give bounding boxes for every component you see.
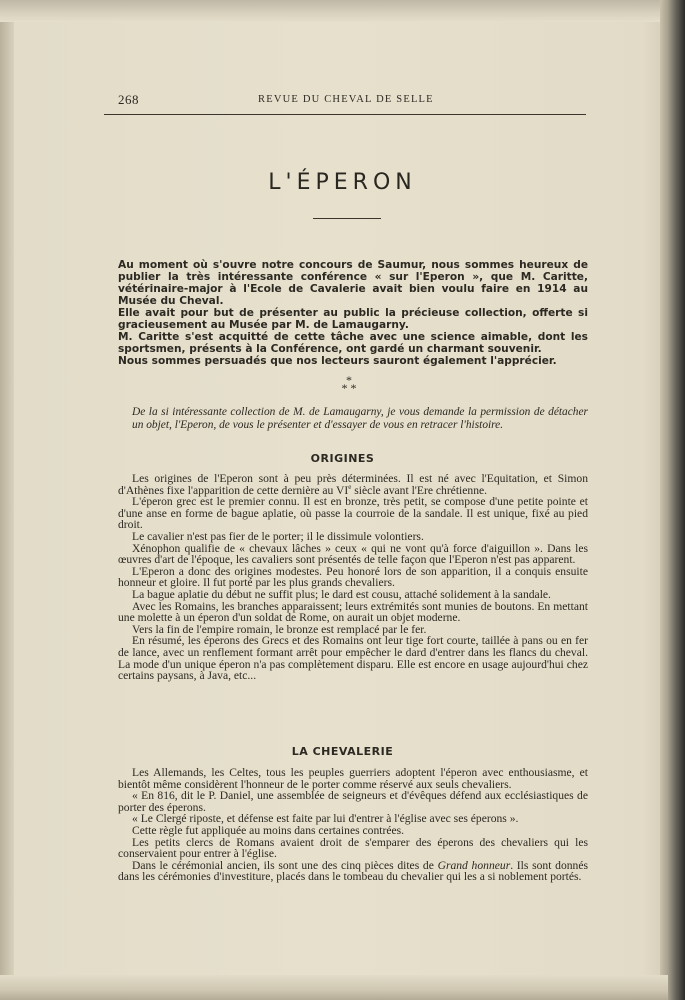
body-paragraph: La bague aplatie du début ne suffit plus; le dard est cousu, attaché solidement à la sandale. — [132, 587, 551, 601]
article-title: L'ÉPERON — [268, 170, 417, 195]
body-paragraph: Dans le cérémonial ancien, ils sont une des cinq pièces dites de Grand honneur. Ils sont donnés dans les cérémonies d'investiture, placés dans le tombeau du chevalier qui les a si noblement portés. — [118, 858, 588, 884]
intro-paragraph: Elle avait pour but de présenter au public la précieuse collection, offerte si gracieusement au Musée par M. de Lamaugarny. — [118, 307, 588, 331]
running-header — [118, 92, 588, 112]
body-paragraph: Les petits clercs de Romans avaient droit de s'emparer des éperons des chevaliers qui les conservaient pour entrer à l'église. — [118, 835, 588, 861]
lead-text: De la si intéressante collection de M. de Lamaugarny, je vous demande la permission de détacher un objet, l'Eperon, de vous le présenter et d'essayer de vous en retracer l'histoire. — [132, 406, 588, 431]
page-gutter — [0, 0, 14, 1000]
body-paragraph: Le cavalier n'est pas fier de le porter; il le dissimule volontiers. — [132, 529, 424, 543]
intro-paragraph: Nous sommes persuadés que nos lecteurs sauront également l'apprécier. — [118, 355, 557, 367]
body-paragraph: Les origines de l'Eperon sont à peu près déterminées. Il est né avec l'Equitation, et Simon d'Athènes fixe l'apparition de cette dernière au VIe siècle avant l'Ere chrétienne. — [118, 472, 588, 497]
body-paragraph: En résumé, les éperons des Grecs et des Romains ont leur tige fort courte, taillée à pans ou en fer de lance, avec un renflement formant arrêt pour empêcher le dard d'entrer dans les flancs du cheval. La mode d'un unique éperon n'a pas complètement disparu. Elle est encore en usage aujourd'hui chez certains paysans, à Java, etc... — [118, 634, 588, 683]
intro-paragraph: Au moment où s'ouvre notre concours de Saumur, nous sommes heureux de publier la très intéressante conférence « sur l'Eperon », que M. Caritte, vétérinaire-major à l'Ecole de Cavalerie avait bien voulu faire en 1914 au Musée du Cheval. — [118, 259, 588, 307]
body-paragraph: Avec les Romains, les branches apparaissent; leurs extrémités sont munies de boutons. En mettant une molette à un éperon d'un soldat de Rome, on aurait un objet moderne. — [118, 599, 588, 625]
body-paragraph: Les Allemands, les Celtes, tous les peuples guerriers adoptent l'éperon avec enthousiasme, et bientôt même considèrent l'honneur de le porter comme réservé aux seuls chevaliers. — [118, 766, 588, 791]
body-paragraph: Vers la fin de l'empire romain, le bronze est remplacé par le fer. — [132, 622, 427, 636]
page-top-edge — [0, 0, 668, 22]
lead-paragraph — [132, 406, 588, 432]
asterism-divider: * * * — [341, 373, 357, 395]
section-heading-chevalerie: LA CHEVALERIE — [291, 745, 394, 758]
editorial-intro — [118, 259, 588, 367]
header-rule — [104, 114, 586, 115]
intro-paragraph: M. Caritte s'est acquitté de cette tâche avec une science aimable, dont les sportsmen, présents à la Conférence, ont gardé un charmant souvenir. — [118, 331, 588, 355]
journal-title: REVUE DU CHEVAL DE SELLE — [258, 94, 434, 105]
body-paragraph: Xénophon qualifie de « chevaux lâches » ceux « qui ne vont qu'à force d'aiguillon ». Dans les œuvres d'art de l'époque, les cavaliers sont présentés de telle façon que l'Eperon n'est pas apparent. — [118, 541, 588, 567]
title-rule — [313, 218, 381, 219]
section-body-chevalerie — [118, 767, 588, 883]
book-spine-edge — [660, 0, 685, 1000]
page-number: 268 — [118, 92, 139, 107]
body-paragraph: L'Eperon a donc des origines modestes. Peu honoré lors de son apparition, il a conquis ensuite honneur et gloire. Il fut porté par les plus grands chevaliers. — [118, 564, 588, 590]
body-paragraph: Cette règle fut appliquée au moins dans certaines contrées. — [132, 823, 405, 837]
body-paragraph: « En 816, dit le P. Daniel, une assemblée de seigneurs et d'évêques défend aux ecclésiastiques de porter des éperons. — [118, 789, 588, 814]
page-bottom-edge — [0, 975, 668, 1000]
body-paragraph: L'éperon grec est le premier connu. Il est en bronze, très petit, se compose d'une petite pointe et d'une anse en forme de bague aplatie, où passe la courroie de la sandale. Il est unique, fixé au pied droit. — [118, 495, 588, 532]
body-paragraph: « Le Clergé riposte, et défense est faite par lui d'entrer à l'église avec ses éperons ». — [132, 812, 519, 826]
section-heading-origines: ORIGINES — [310, 452, 375, 465]
section-body-origines — [118, 473, 588, 682]
